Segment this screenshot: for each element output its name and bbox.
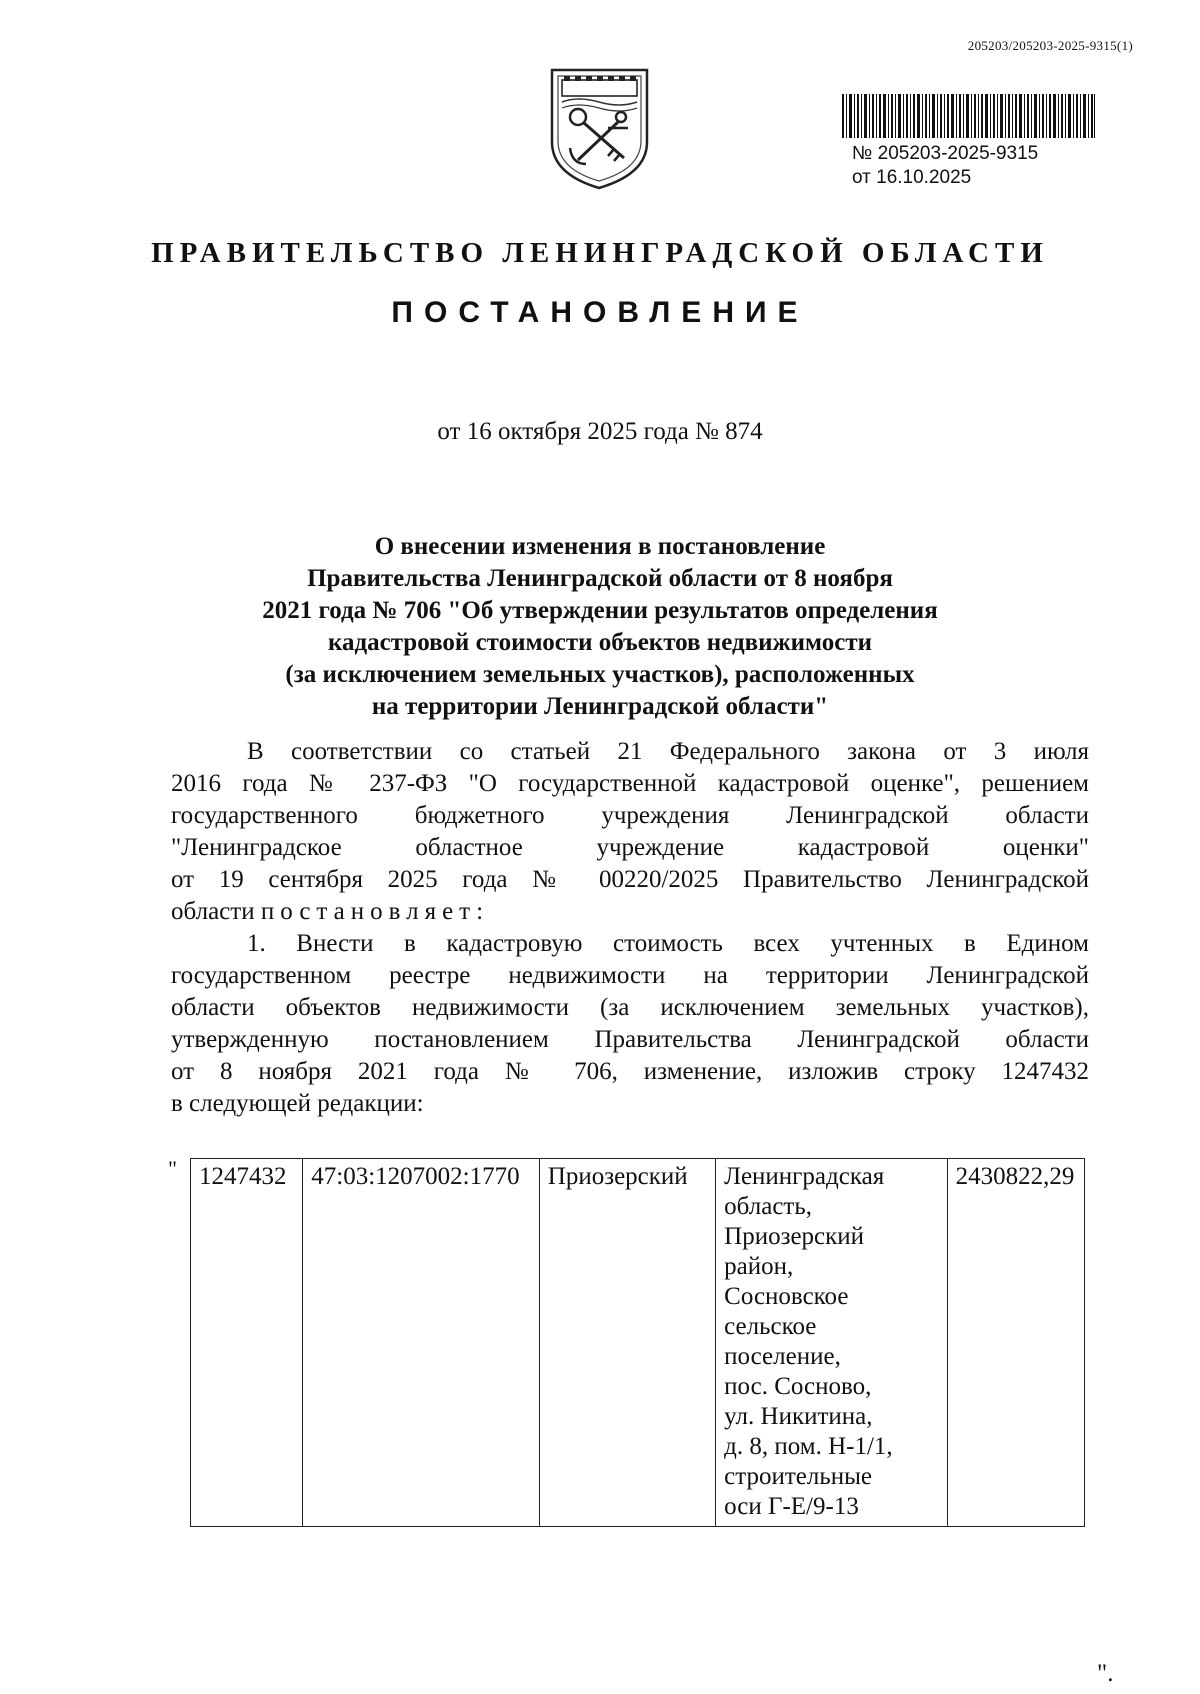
address-line: район, xyxy=(724,1253,794,1280)
address-line: оси Г-Е/9-13 xyxy=(724,1493,859,1520)
cadastral-number-cell: 47:03:1207002:1770 xyxy=(303,1159,540,1527)
address-line: Сосновское xyxy=(724,1283,849,1310)
cadastral-value-cell: 2430822,29 xyxy=(947,1159,1084,1527)
decree-body xyxy=(171,736,1089,1120)
heading-line: кадастровой стоимости объектов недвижимости xyxy=(327,629,873,656)
decree-word: постановляет: xyxy=(260,898,490,925)
address-line: строительные xyxy=(724,1463,873,1490)
heading-line: Правительства Ленинградской области от 8 ноября xyxy=(307,565,893,592)
registration-stamp xyxy=(852,142,1038,190)
barcode-icon xyxy=(842,94,1095,138)
coat-of-arms-icon xyxy=(548,62,651,190)
item-1-line: 1. Внести в кадастровую стоимость всех учтенных в Едином xyxy=(247,930,1089,957)
preamble-line: "Ленинградское областное учреждение кадастровой оценки" xyxy=(171,834,1089,861)
government-title: ПРАВИТЕЛЬСТВО ЛЕНИНГРАДСКОЙ ОБЛАСТИ xyxy=(151,237,1049,269)
item-1-line: в следующей редакции: xyxy=(171,1090,424,1117)
item-1-line: утвержденную постановлением Правительства Ленинградской области xyxy=(171,1026,1089,1053)
heading-line: О внесении изменения в постановление xyxy=(374,533,826,560)
decree-date-number: от 16 октября 2025 года № 874 xyxy=(437,418,763,445)
preamble-line: 2016 года № 237-ФЗ "О государственной кадастровой оценке", решением xyxy=(171,770,1089,797)
address-cell xyxy=(716,1159,948,1527)
table-close-quote: ". xyxy=(1097,1660,1114,1687)
document-type: ПОСТАНОВЛЕНИЕ xyxy=(391,296,809,329)
preamble-line: от 19 сентября 2025 года № 00220/2025 Правительство Ленинградской xyxy=(171,866,1089,893)
preamble-line: государственного бюджетного учреждения Ленинградской области xyxy=(171,802,1089,829)
heading-line: 2021 года № 706 "Об утверждении результатов определения xyxy=(262,597,938,624)
address-line: пос. Сосново, xyxy=(724,1373,872,1400)
address-line: область, xyxy=(724,1193,812,1220)
item-1-line: от 8 ноября 2021 года № 706, изменение, изложив строку 1247432 xyxy=(171,1058,1089,1085)
district-cell: Приозерский xyxy=(539,1159,715,1527)
row-number-cell: 1247432 xyxy=(191,1159,303,1527)
address-line: Ленинградская xyxy=(724,1163,885,1190)
preamble-line: В соответствии со статьей 21 Федерального закона от 3 июля xyxy=(247,738,1089,765)
preamble-last-word: области xyxy=(171,898,255,925)
heading-line: на территории Ленинградской области" xyxy=(371,693,829,720)
document-id: 205203/205203-2025-9315(1) xyxy=(967,38,1133,53)
heading-line: (за исключением земельных участков), расположенных xyxy=(285,661,915,688)
address-line: ул. Никитина, xyxy=(724,1403,873,1430)
address-line: поселение, xyxy=(724,1343,841,1370)
cadastral-table xyxy=(190,1158,1085,1527)
registration-date: от 16.10.2025 xyxy=(852,167,972,188)
item-1-line: государственном реестре недвижимости на территории Ленинградской xyxy=(171,962,1089,989)
address-line: Приозерский xyxy=(724,1223,865,1250)
decree-heading xyxy=(170,531,1030,723)
item-1-line: области объектов недвижимости (за исключением земельных участков), xyxy=(171,994,1089,1021)
preamble-closing xyxy=(171,896,1089,928)
address-line: сельское xyxy=(724,1313,817,1340)
registration-number: № 205203-2025-9315 xyxy=(852,143,1039,164)
table-open-quote: " xyxy=(168,1156,177,1181)
address-line: д. 8, пом. Н-1/1, xyxy=(724,1433,893,1460)
table-row xyxy=(191,1159,1085,1527)
